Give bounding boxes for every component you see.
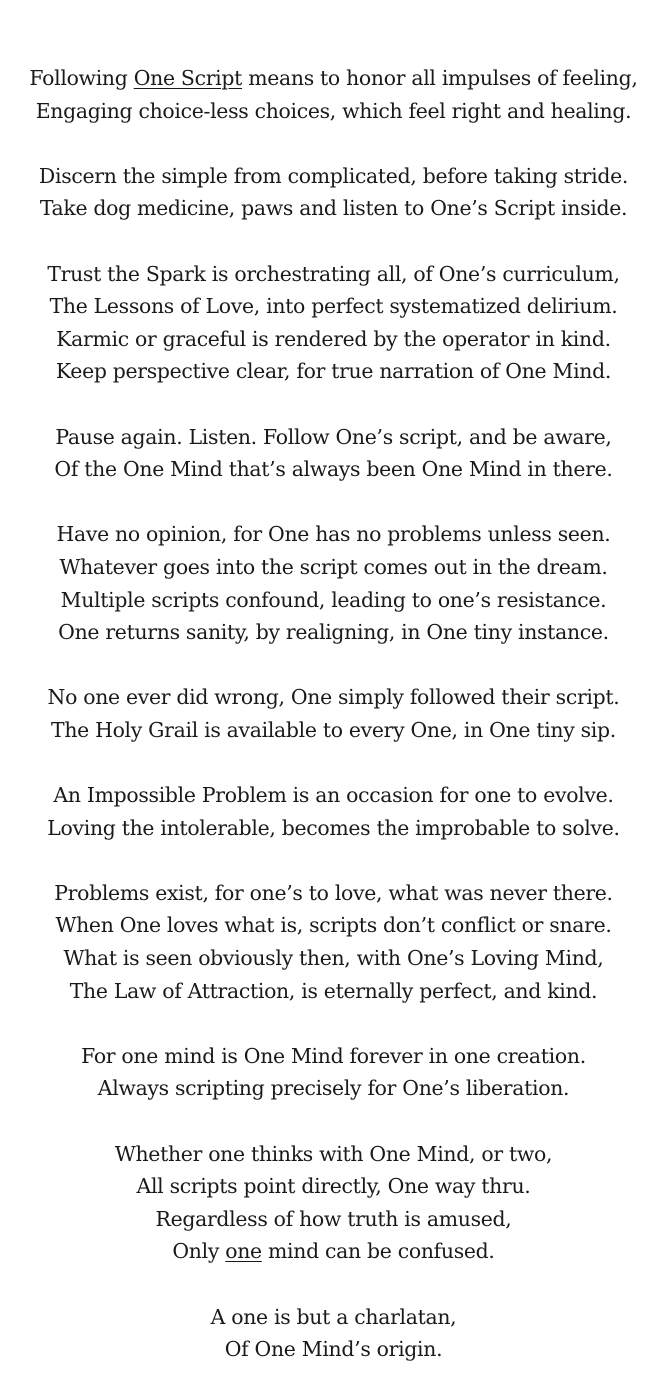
stanza [0, 1040, 667, 1105]
underlined-text: one [225, 1239, 262, 1264]
poem-line: An Impossible Problem is an occasion for one to evolve. [53, 783, 614, 808]
stanza-gap [0, 1105, 667, 1138]
poem-line: Of One Mind’s origin. [224, 1337, 443, 1362]
underlined-text: One Script [133, 66, 243, 90]
poem-line: Have no opinion, for One has no problems unless seen. [56, 522, 611, 547]
stanza [0, 518, 667, 648]
poem-line: Whether one thinks with One Mind, or two, [114, 1141, 553, 1166]
stanza [0, 258, 667, 388]
stanza-gap [0, 127, 667, 160]
poem-line: Karmic or graceful is rendered by the operator in kind. [56, 326, 611, 351]
poem-line: Whatever goes into the script comes out in the dream. [59, 554, 608, 579]
stanza [0, 779, 667, 844]
poem-line: Discern the simple from complicated, before taking stride. [38, 163, 629, 188]
poem-line: When One loves what is, scripts don’t conflict or snare. [55, 913, 612, 938]
stanza-gap [0, 1007, 667, 1040]
poem-line: The Lessons of Love, into perfect systematized delirium. [49, 294, 618, 319]
stanza [0, 160, 667, 225]
poem-line: Take dog medicine, paws and listen to One’s Script inside. [39, 196, 628, 221]
poem-line: Problems exist, for one’s to love, what was never there. [54, 880, 613, 905]
poem-line: Regardless of how truth is amused, [155, 1206, 512, 1231]
poem-line: Trust the Spark is orchestrating all, of One’s curriculum, [47, 261, 620, 286]
poem-line: The Law of Attraction, is eternally perfect, and kind. [69, 978, 598, 1003]
stanza-gap [0, 1268, 667, 1301]
poem-line: No one ever did wrong, One simply followed their script. [47, 685, 620, 710]
poem-line: All scripts point directly, One way thru. [136, 1174, 531, 1199]
stanza [0, 421, 667, 486]
poem-line: Pause again. Listen. Follow One’s script, and be aware, [55, 424, 612, 449]
stanza-gap [0, 844, 667, 877]
stanza-gap [0, 225, 667, 258]
poem-line: A one is but a charlatan, [210, 1304, 457, 1329]
poem-line: The Holy Grail is available to every One, in One tiny sip. [51, 717, 616, 742]
poem-line: Multiple scripts confound, leading to one’s resistance. [60, 587, 607, 612]
poem-line: For one mind is One Mind forever in one creation. [81, 1043, 586, 1068]
stanza [0, 62, 667, 127]
poem-line: What is seen obviously then, with One’s Loving Mind, [63, 946, 604, 971]
stanza-gap [0, 746, 667, 779]
poem-line: Loving the intolerable, becomes the improbable to solve. [47, 815, 620, 840]
stanza-gap [0, 649, 667, 682]
poem-line: Only one mind can be confused. [172, 1239, 495, 1264]
stanza [0, 1301, 667, 1366]
stanza-gap [0, 486, 667, 519]
poem-line: Engaging choice-less choices, which feel right and healing. [35, 98, 632, 123]
stanza [0, 877, 667, 1007]
poem [0, 62, 667, 1366]
stanza [0, 1138, 667, 1268]
stanza [0, 681, 667, 746]
poem-line: Of the One Mind that’s always been One Mind in there. [54, 457, 613, 482]
poem-line: One returns sanity, by realigning, in One tiny instance. [58, 620, 609, 645]
poem-line: Always scripting precisely for One’s liberation. [97, 1076, 570, 1101]
poem-line: Keep perspective clear, for true narration of One Mind. [55, 359, 612, 384]
stanza-gap [0, 388, 667, 421]
poem-line: Following One Script means to honor all impulses of feeling, [29, 66, 638, 90]
